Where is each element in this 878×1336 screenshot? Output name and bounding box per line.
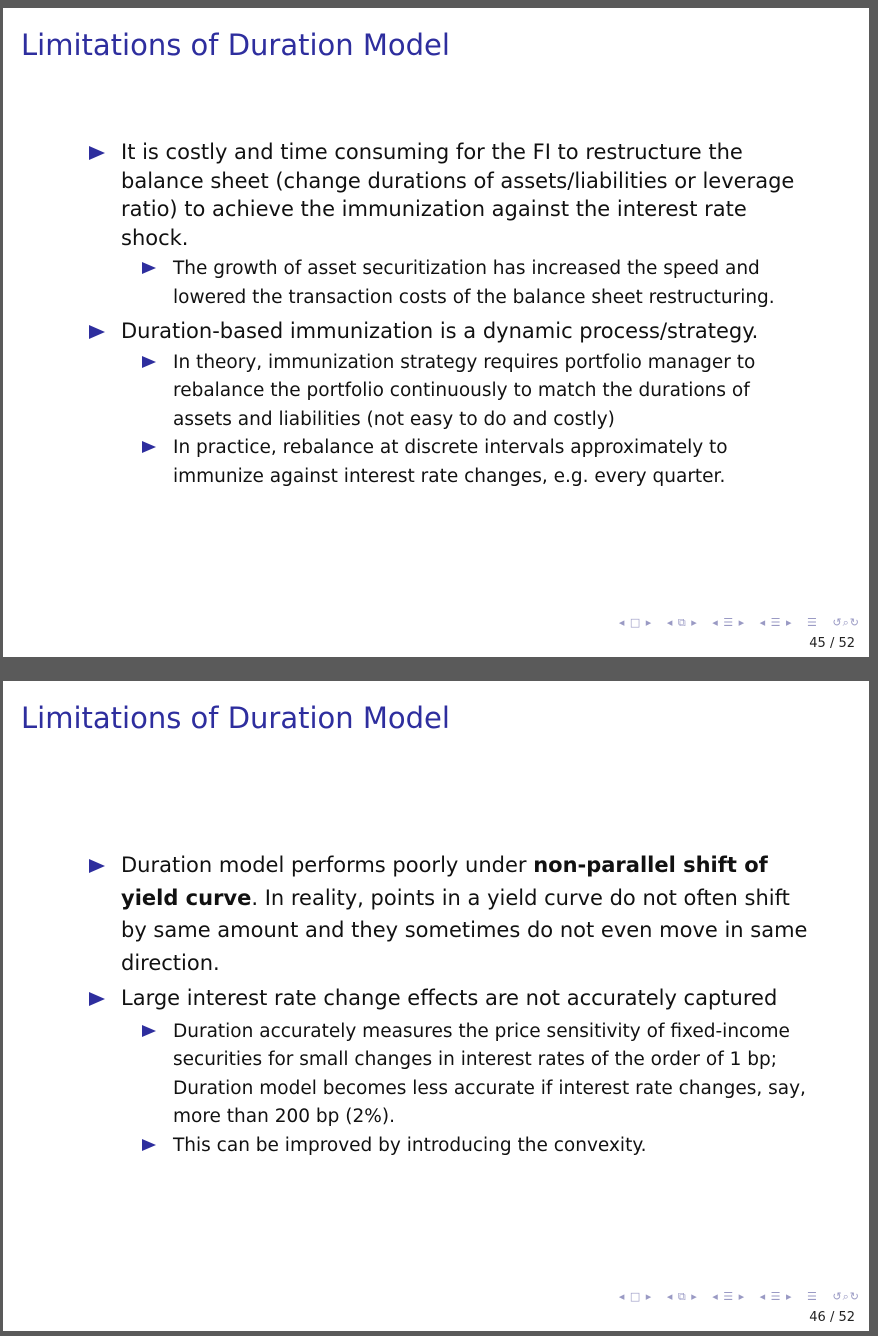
sub-bullet-text: This can be improved by introducing the convexity. xyxy=(173,1134,647,1156)
bullet-item xyxy=(89,849,809,979)
nav-subsection-icon[interactable]: ◂ ⧉ ▸ xyxy=(666,1290,698,1303)
nav-toc-icon[interactable]: ◂ ☰ ▸ xyxy=(759,1290,793,1303)
sub-bullet-list xyxy=(121,255,809,312)
sub-bullet-item xyxy=(121,1132,809,1161)
nav-align-icon[interactable]: ☰ xyxy=(807,1290,818,1303)
nav-search-icon[interactable]: ↺⌕↻ xyxy=(832,1290,860,1303)
page-number: 46 / 52 xyxy=(809,1310,855,1325)
page-number: 45 / 52 xyxy=(809,636,855,651)
slide-46 xyxy=(3,681,869,1331)
triangle-bullet-icon xyxy=(89,992,105,1006)
slide-title: Limitations of Duration Model xyxy=(21,701,450,735)
sub-bullet-item xyxy=(121,255,809,312)
sub-bullet-item xyxy=(121,434,809,491)
triangle-bullet-icon xyxy=(142,1139,156,1151)
bullet-text: Large interest rate change effects are not accurately captured xyxy=(121,986,778,1010)
nav-subsection-icon[interactable]: ◂ ⧉ ▸ xyxy=(666,616,698,629)
bullet-text-start: Duration model performs poorly under xyxy=(121,853,534,877)
slide-45 xyxy=(3,8,869,657)
bullet-item xyxy=(89,317,809,491)
bullet-text-end: . In reality, points in a yield curve do not often shift by same amount and they sometimes do not even move in same direction. xyxy=(121,885,808,975)
nav-search-icon[interactable]: ↺⌕↻ xyxy=(832,616,860,629)
bullet-item xyxy=(89,138,809,312)
sub-bullet-list xyxy=(121,349,809,492)
sub-bullet-item xyxy=(121,1018,809,1132)
sub-bullet-text: Duration accurately measures the price sensitivity of fixed-income securities for small changes in interest rates of the order of 1 bp; Duration model becomes less accurate if interest rate changes, say, more than 200 bp (2%). xyxy=(173,1020,806,1127)
sub-bullet-item xyxy=(121,349,809,435)
sub-bullet-text: The growth of asset securitization has increased the speed and lowered the transaction costs of the balance sheet restructuring. xyxy=(173,258,775,308)
triangle-bullet-icon xyxy=(142,356,156,368)
triangle-bullet-icon xyxy=(89,859,105,873)
beamer-navigation xyxy=(617,616,860,630)
nav-section-icon[interactable]: ◂ ☰ ▸ xyxy=(712,616,746,629)
bullet-text: It is costly and time consuming for the FI to restructure the balance sheet (change durations of assets/liabilities or leverage ratio) to achieve the immunization against the interest rate shock. xyxy=(121,140,795,250)
triangle-bullet-icon xyxy=(142,1025,156,1037)
triangle-bullet-icon xyxy=(142,441,156,453)
nav-frame-prev-icon[interactable]: ◂ □ ▸ xyxy=(618,1290,653,1303)
nav-align-icon[interactable]: ☰ xyxy=(807,616,818,629)
sub-bullet-list xyxy=(121,1018,809,1161)
triangle-bullet-icon xyxy=(89,325,105,339)
nav-section-icon[interactable]: ◂ ☰ ▸ xyxy=(712,1290,746,1303)
triangle-bullet-icon xyxy=(142,262,156,274)
nav-frame-prev-icon[interactable]: ◂ □ ▸ xyxy=(618,616,653,629)
bullet-text-bold: non-parallel shift of yield curve xyxy=(121,853,768,910)
sub-bullet-text: In practice, rebalance at discrete intervals approximately to immunize against interest rate changes, e.g. every quarter. xyxy=(173,437,728,487)
bullet-list xyxy=(89,138,809,496)
triangle-bullet-icon xyxy=(89,146,105,160)
bullet-text: Duration-based immunization is a dynamic process/strategy. xyxy=(121,319,759,343)
bullet-list xyxy=(89,849,809,1163)
nav-toc-icon[interactable]: ◂ ☰ ▸ xyxy=(759,616,793,629)
sub-bullet-text: In theory, immunization strategy requires portfolio manager to rebalance the portfolio continuously to match the durations of assets and liabilities (not easy to do and costly) xyxy=(173,351,756,430)
beamer-navigation xyxy=(617,1290,860,1304)
bullet-item xyxy=(89,982,809,1160)
slide-title: Limitations of Duration Model xyxy=(21,28,450,62)
